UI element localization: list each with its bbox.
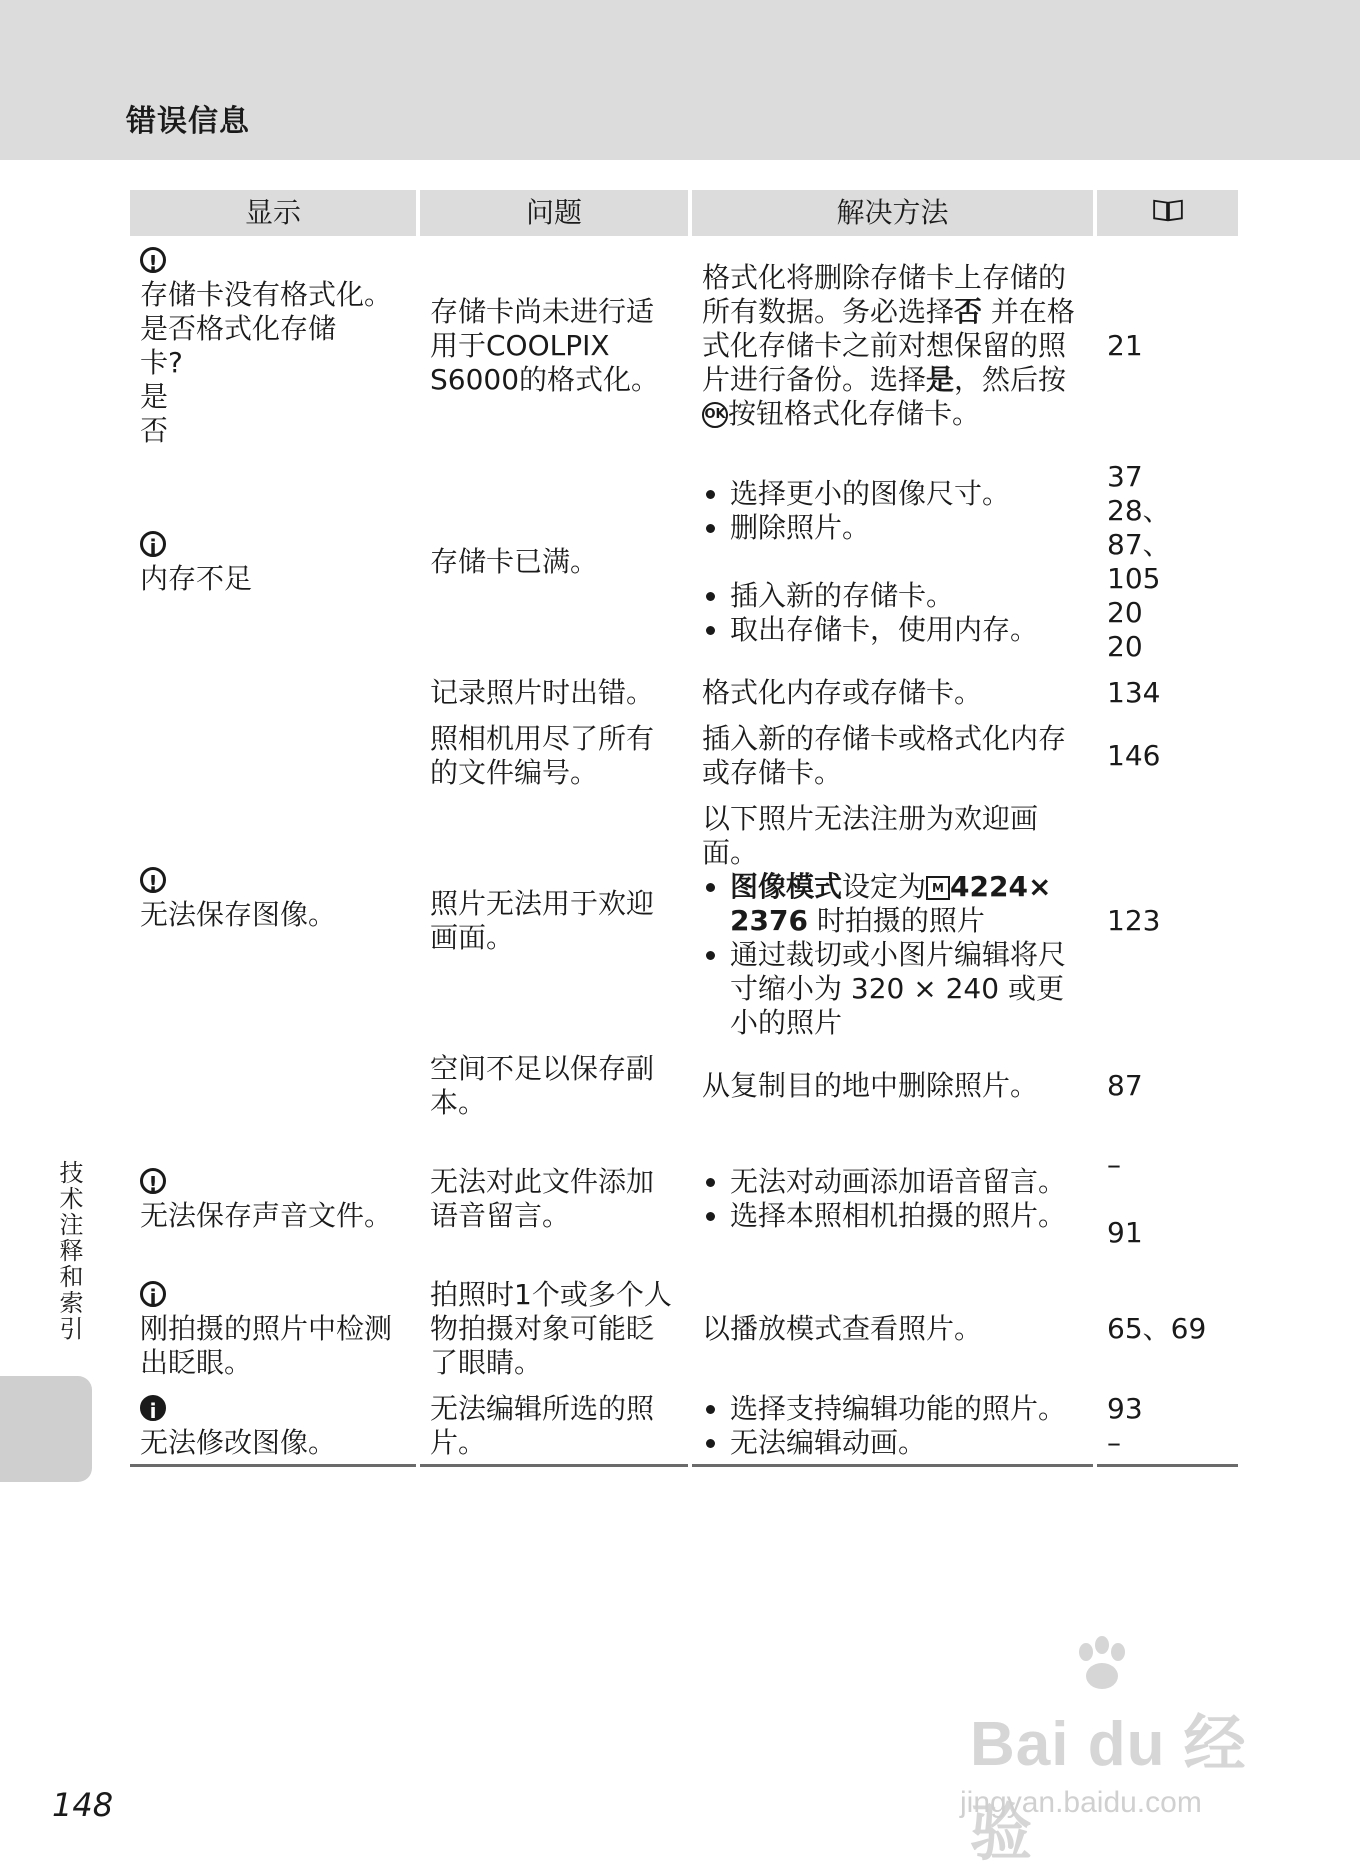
table-row <box>128 670 1240 716</box>
page-number: 148 <box>52 1786 114 1824</box>
solution-bold-yes: 是 <box>926 363 955 396</box>
page-ref-cell: 134 <box>1095 670 1240 716</box>
solution-bullet <box>730 870 1083 938</box>
book-reference-icon <box>1152 198 1184 222</box>
ok-button-icon: OK <box>702 402 728 428</box>
page-ref: 37 <box>1107 460 1143 493</box>
solution-intro: 以下照片无法注册为欢迎画面。 <box>702 802 1039 869</box>
solution-bullet: • 取出存储卡，使用内存。 <box>730 613 1083 647</box>
section-side-tab <box>0 1376 92 1482</box>
info-circle-icon: i <box>140 1281 166 1307</box>
page-ref: – <box>1107 1148 1121 1181</box>
info-circle-icon: i <box>140 531 166 557</box>
display-line: 卡? <box>140 346 183 379</box>
page-ref: 20 <box>1107 630 1143 663</box>
solution-bullet: • 选择本照相机拍摄的照片。 <box>730 1199 1083 1233</box>
solution-text: ，然后按 <box>954 363 1067 396</box>
page-ref: 105 <box>1107 562 1161 595</box>
solution-cell <box>690 454 1095 670</box>
table-row <box>128 1386 1240 1466</box>
page-ref: 91 <box>1107 1216 1143 1249</box>
solution-bullet: • 无法对动画添加语音留言。 <box>730 1165 1083 1199</box>
table-row <box>128 454 1240 670</box>
solution-text: 时拍摄的照片 <box>807 904 985 937</box>
page-ref-cell: 65、69 <box>1095 1272 1240 1386</box>
solution-bullet: • 选择更小的图像尺寸。 <box>730 477 1083 511</box>
display-line: 存储卡没有格式化。 <box>140 278 393 311</box>
page-title: 错误信息 <box>126 104 250 139</box>
header-solution: 解决方法 <box>690 188 1095 238</box>
display-cell <box>128 670 418 1126</box>
display-text: 无法修改图像。 <box>140 1426 337 1459</box>
display-text: 无法保存图像。 <box>140 898 337 931</box>
solution-cell <box>690 1126 1095 1272</box>
problem-cell: 空间不足以保存副本。 <box>418 1046 690 1126</box>
watermark-url: jingyan.baidu.com <box>960 1786 1202 1819</box>
display-text: 刚拍摄的照片中检测出眨眼。 <box>140 1312 393 1379</box>
solution-text: 并在格式化存储卡之前对想保留的照片进行备份。选择 <box>702 295 1075 396</box>
solution-text: 按钮格式化存储卡。 <box>728 397 981 430</box>
table-row <box>128 238 1240 454</box>
table-header-row <box>128 188 1240 238</box>
problem-cell: 拍照时1个或多个人物拍摄对象可能眨了眼睛。 <box>418 1272 690 1386</box>
display-cell <box>128 454 418 670</box>
solution-bullet: • 无法编辑动画。 <box>730 1426 1083 1460</box>
page-ref: 93 <box>1107 1392 1143 1425</box>
table-row <box>128 1126 1240 1272</box>
watermark-brand: Bai du 经验 <box>970 1710 1247 1868</box>
display-line: 是否格式化存储 <box>140 312 337 345</box>
page-ref: 28、87、 <box>1107 494 1171 561</box>
solution-text: 格式化将删除存储卡上存储的所有数据。务必选择 <box>702 261 1067 328</box>
display-cell <box>128 1386 418 1466</box>
display-text: 内存不足 <box>140 562 253 595</box>
solution-cell <box>690 1386 1095 1466</box>
error-message-table <box>126 186 1242 1467</box>
solution-cell <box>690 796 1095 1046</box>
solution-bullet: • 删除照片。 <box>730 511 1083 545</box>
header-page-ref <box>1095 188 1240 238</box>
page-ref-cell: 146 <box>1095 716 1240 796</box>
solution-text: 设定为 <box>842 870 927 903</box>
display-cell <box>128 238 418 454</box>
display-line: 否 <box>140 414 169 447</box>
page-ref-cell <box>1095 1386 1240 1466</box>
solution-cell: 从复制目的地中删除照片。 <box>690 1046 1095 1126</box>
page-ref-cell: 87 <box>1095 1046 1240 1126</box>
image-size-icon: M <box>926 876 950 900</box>
solution-cell: 格式化内存或存储卡。 <box>690 670 1095 716</box>
page-ref-cell: 123 <box>1095 796 1240 1046</box>
solution-cell <box>690 238 1095 454</box>
problem-cell: 无法编辑所选的照片。 <box>418 1386 690 1466</box>
problem-cell: 存储卡已满。 <box>418 454 690 670</box>
solution-cell: 以播放模式查看照片。 <box>690 1272 1095 1386</box>
table-row <box>128 1272 1240 1386</box>
solution-cell: 插入新的存储卡或格式化内存或存储卡。 <box>690 716 1095 796</box>
info-filled-icon: i <box>140 1395 166 1421</box>
solution-bullet: • 通过裁切或小图片编辑将尺寸缩小为 320 × 240 或更小的照片 <box>730 938 1083 1040</box>
solution-bold-no: 否 <box>954 295 983 328</box>
problem-cell: 无法对此文件添加语音留言。 <box>418 1126 690 1272</box>
page-ref-cell <box>1095 454 1240 670</box>
display-cell <box>128 1126 418 1272</box>
page-ref: 20 <box>1107 596 1143 629</box>
solution-bullet: • 插入新的存储卡。 <box>730 579 1083 613</box>
problem-cell: 存储卡尚未进行适用于COOLPIX S6000的格式化。 <box>418 238 690 454</box>
page-ref: – <box>1107 1426 1121 1459</box>
image-mode-label: 图像模式 <box>730 870 843 903</box>
warning-circle-icon: ! <box>140 247 166 273</box>
display-text: 无法保存声音文件。 <box>140 1199 393 1232</box>
header-problem: 问题 <box>418 188 690 238</box>
problem-cell: 照片无法用于欢迎画面。 <box>418 796 690 1046</box>
section-side-label: 技术注释和索引 <box>55 1160 83 1342</box>
baidu-watermark <box>960 1636 1280 1868</box>
problem-cell: 照相机用尽了所有的文件编号。 <box>418 716 690 796</box>
image-size-value: 4224× 2376 <box>730 870 1052 937</box>
problem-cell: 记录照片时出错。 <box>418 670 690 716</box>
page-ref-cell <box>1095 1126 1240 1272</box>
header-display: 显示 <box>128 188 418 238</box>
page-ref-cell: 21 <box>1095 238 1240 454</box>
warning-circle-icon: ! <box>140 1168 166 1194</box>
display-line: 是 <box>140 380 169 413</box>
warning-circle-icon: ! <box>140 867 166 893</box>
paw-logo-icon <box>1072 1636 1132 1692</box>
solution-bullet: • 选择支持编辑功能的照片。 <box>730 1392 1083 1426</box>
display-cell <box>128 1272 418 1386</box>
